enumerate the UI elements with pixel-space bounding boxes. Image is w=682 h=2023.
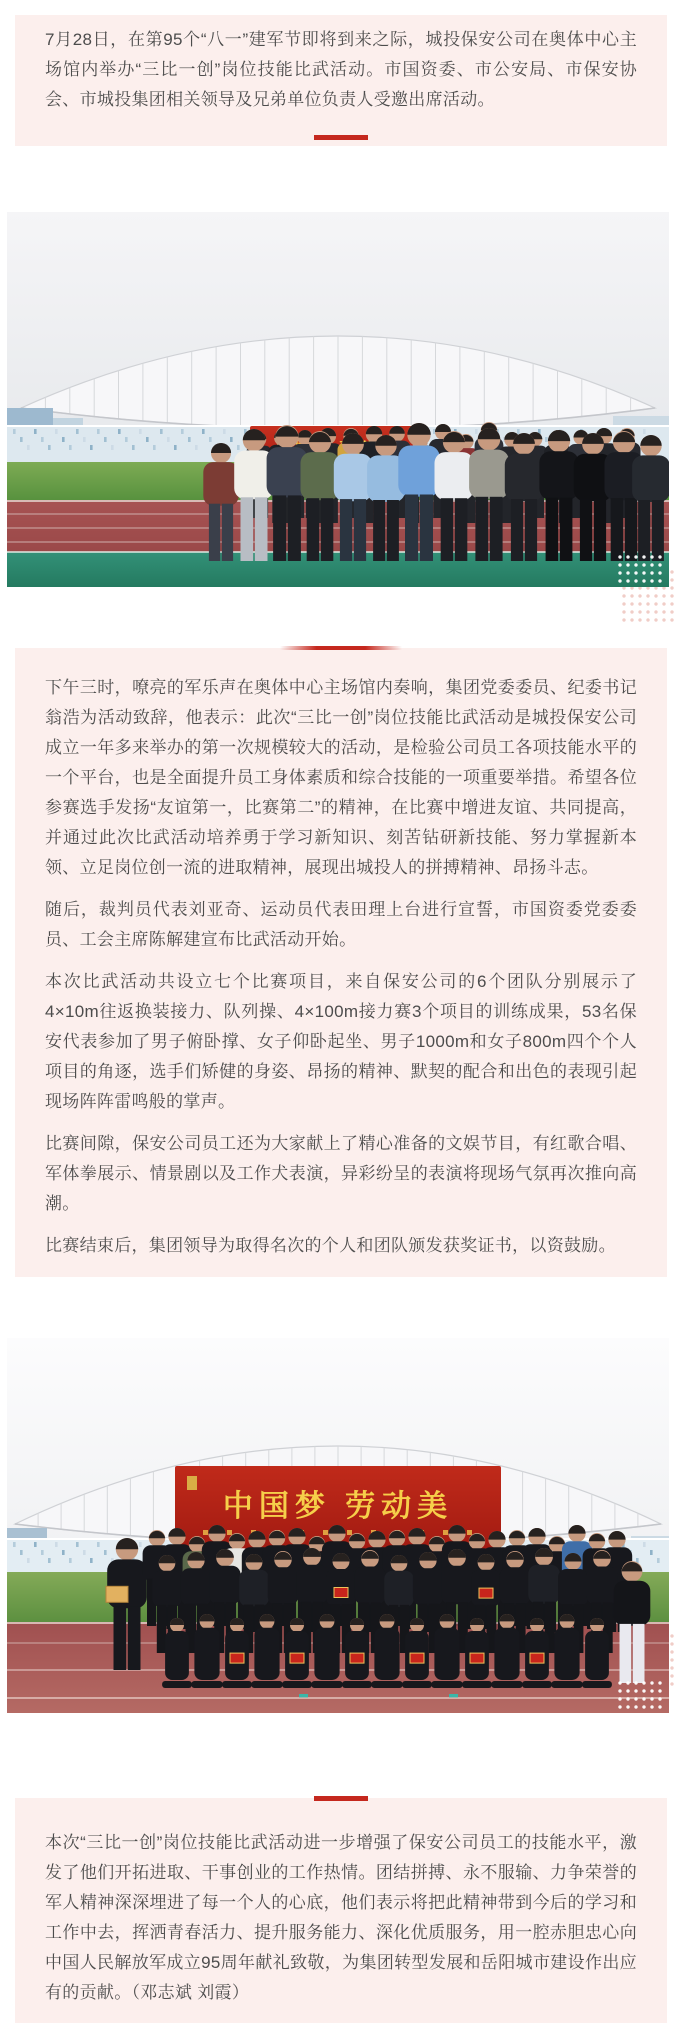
awards-paragraph: 比赛结束后，集团领导为取得名次的个人和团队颁发获奖证书，以资鼓励。 [45, 1236, 616, 1255]
main-text-panel [15, 648, 667, 1277]
intro-paragraph: 7月28日，在第95个“八一”建军节即将到来之际，城投保安公司在奥体中心主场馆内举办“三比一创”岗位技能比武活动。市国资委、市公安局、市保安协会、市城投集团相关领导及兄弟单位负责人受邀出席活动。 [45, 30, 637, 109]
group-photo-illustration [7, 1338, 669, 1713]
banner-title: 中国梦 劳动美 [222, 1490, 454, 1523]
red-fade-divider [280, 646, 402, 650]
article-page [0, 15, 682, 2002]
oath-paragraph: 随后，裁判员代表刘亚奇、运动员代表田理上台进行宣誓，市国资委党委委员、工会主席陈解建宣布比武活动开始。 [45, 900, 637, 949]
article-body [0, 15, 682, 2023]
dot-pattern-ornament [616, 1679, 666, 1711]
article-photo-1[interactable] [7, 212, 669, 587]
article-photo-2[interactable] [7, 1338, 669, 1713]
lane-tape-mark [449, 1694, 458, 1697]
stadium-lineup-photo-illustration [7, 212, 669, 587]
banner-emblem [187, 1476, 197, 1490]
intro-panel [15, 15, 667, 146]
closing-panel [15, 1798, 667, 2023]
lane-tape-mark [299, 1694, 308, 1697]
closing-paragraph: 本次“三比一创”岗位技能比武活动进一步增强了保安公司员工的技能水平，激发了他们开拓进取、干事创业的工作热情。团结拼搏、永不服输、力争荣誉的军人精神深深埋进了每一个人的心底，他们表示将把此精神带到今后的学习和工作中去，挥洒青春活力、提升服务能力、深化优质服务，用一腔赤胆忠心向中国人民解放军成立95周年献礼致敬，为集团转型发展和岳阳城市建设作出应有的贡献。（邓志斌 刘霞） [45, 1833, 637, 2002]
dot-pattern-ornament [616, 553, 666, 585]
shows-paragraph: 比赛间隙，保安公司员工还为大家献上了精心准备的文娱节目，有红歌合唱、军体拳展示、情景剧以及工作犬表演，异彩纷呈的表演将现场气氛再次推向高潮。 [45, 1134, 637, 1213]
speech-paragraph: 下午三时，嘹亮的军乐声在奥体中心主场馆内奏响，集团党委委员、纪委书记翁浩为活动致辞，他表示：此次“三比一创”岗位技能比武活动是城投保安公司成立一年多来举办的第一次规模较大的活动，是检验公司员工各项技能水平的一个平台，也是全面提升员工身体素质和综合技能的一项重要举措。希望各位参赛选手发扬“友谊第一，比赛第二”的精神，在比赛中增进友谊、共同提高，并通过此次比武活动培养勇于学习新知识、刻苦钻研新技能、努力掌握新本领、立足岗位创一流的进取精神，展现出城投人的拼搏精神、昂扬斗志。 [45, 678, 637, 877]
events-paragraph: 本次比武活动共设立七个比赛项目，来自保安公司的6个团队分别展示了4×10m往返换装接力、队列操、4×100m接力赛3个项目的训练成果，53名保安代表参加了男子俯卧撑、女子仰卧起坐、男子1000m和女子800m四个个人项目的角逐，选手们矫健的身姿、昂扬的精神、默契的配合和出色的表现引起现场阵阵雷鸣般的掌声。 [45, 972, 637, 1111]
red-divider [314, 135, 368, 140]
red-divider [314, 1796, 368, 1801]
